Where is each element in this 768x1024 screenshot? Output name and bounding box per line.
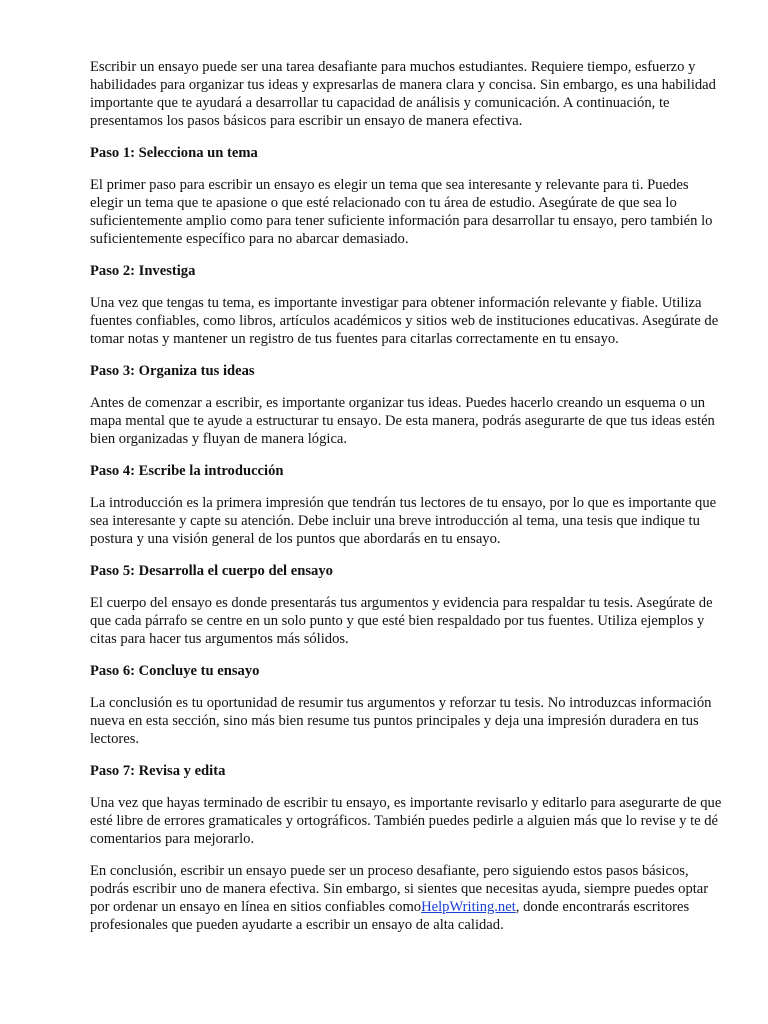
conclusion-text-after-link: , donde encontrarás escritores profesionales que pueden ayudarte a escribir un ensayo de alta calidad. [90, 899, 690, 933]
step-1-heading: Paso 1: Selecciona un tema [90, 145, 258, 161]
step-5-heading: Paso 5: Desarrolla el cuerpo del ensayo [90, 563, 333, 579]
step-4-paragraph: La introducción es la primera impresión que tendrán tus lectores de tu ensayo, por lo que es importante que sea interesante y capte su atención. Debe incluir una breve introducción al tema, una tesis que indique tu postura y una visión general de los puntos que abordarás en tu ensayo. [90, 495, 717, 547]
step-3-paragraph: Antes de comenzar a escribir, es importante organizar tus ideas. Puedes hacerlo creando un esquema o un mapa mental que te ayude a estructurar tu ensayo. De esta manera, podrás asegurarte de que tus ideas estén bien organizadas y fluyan de manera lógica. [90, 395, 715, 447]
step-3-heading: Paso 3: Organiza tus ideas [90, 363, 255, 379]
step-2-heading: Paso 2: Investiga [90, 263, 196, 279]
intro-paragraph: Escribir un ensayo puede ser una tarea desafiante para muchos estudiantes. Requiere tiempo, esfuerzo y habilidades para organizar tus ideas y expresarlas de manera clara y concisa. Sin embargo, es una habilidad importante que te ayudará a desarrollar tu capacidad de análisis y comunicación. A continuación, te presentamos los pasos básicos para escribir un ensayo de manera efectiva. [90, 59, 716, 129]
step-1-paragraph: El primer paso para escribir un ensayo es elegir un tema que sea interesante y relevante para ti. Puedes elegir un tema que te apasione o que esté relacionado con tu área de estudio. Asegúrate de que sea lo suficientemente amplio como para tener suficiente información para desarrollar tu ensayo, pero también lo suficientemente específico para no abarcar demasiado. [90, 177, 713, 247]
step-7-heading: Paso 7: Revisa y edita [90, 763, 226, 779]
step-6-paragraph: La conclusión es tu oportunidad de resumir tus argumentos y reforzar tu tesis. No introduzcas información nueva en esta sección, sino más bien resume tus puntos principales y deja una impresión duradera en tus lectores. [90, 695, 712, 747]
helpwriting-link[interactable]: HelpWriting.net [421, 899, 516, 915]
document-page [90, 58, 722, 948]
conclusion-text-before-link: En conclusión, escribir un ensayo puede ser un proceso desafiante, pero siguiendo estos pasos básicos, podrás escribir uno de manera efectiva. Sin embargo, si sientes que necesitas ayuda, siempre puedes optar por ordenar un ensayo en línea en sitios confiables como [90, 863, 709, 915]
step-7-paragraph: Una vez que hayas terminado de escribir tu ensayo, es importante revisarlo y editarlo para asegurarte de que esté libre de errores gramaticales y ortográficos. También puedes pedirle a alguien más que lo revise y te dé comentarios para mejorarlo. [90, 795, 722, 847]
step-4-heading: Paso 4: Escribe la introducción [90, 463, 284, 479]
conclusion-paragraph [90, 862, 722, 934]
step-2-paragraph: Una vez que tengas tu tema, es importante investigar para obtener información relevante y fiable. Utiliza fuentes confiables, como libros, artículos académicos y sitios web de instituciones educativas. Asegúrate de tomar notas y mantener un registro de tus fuentes para citarlas correctamente en tu ensayo. [90, 295, 719, 347]
step-5-paragraph: El cuerpo del ensayo es donde presentarás tus argumentos y evidencia para respaldar tu tesis. Asegúrate de que cada párrafo se centre en un solo punto y que esté bien respaldado por tus fuentes. Utiliza ejemplos y citas para hacer tus argumentos más sólidos. [90, 595, 713, 647]
step-6-heading: Paso 6: Concluye tu ensayo [90, 663, 260, 679]
